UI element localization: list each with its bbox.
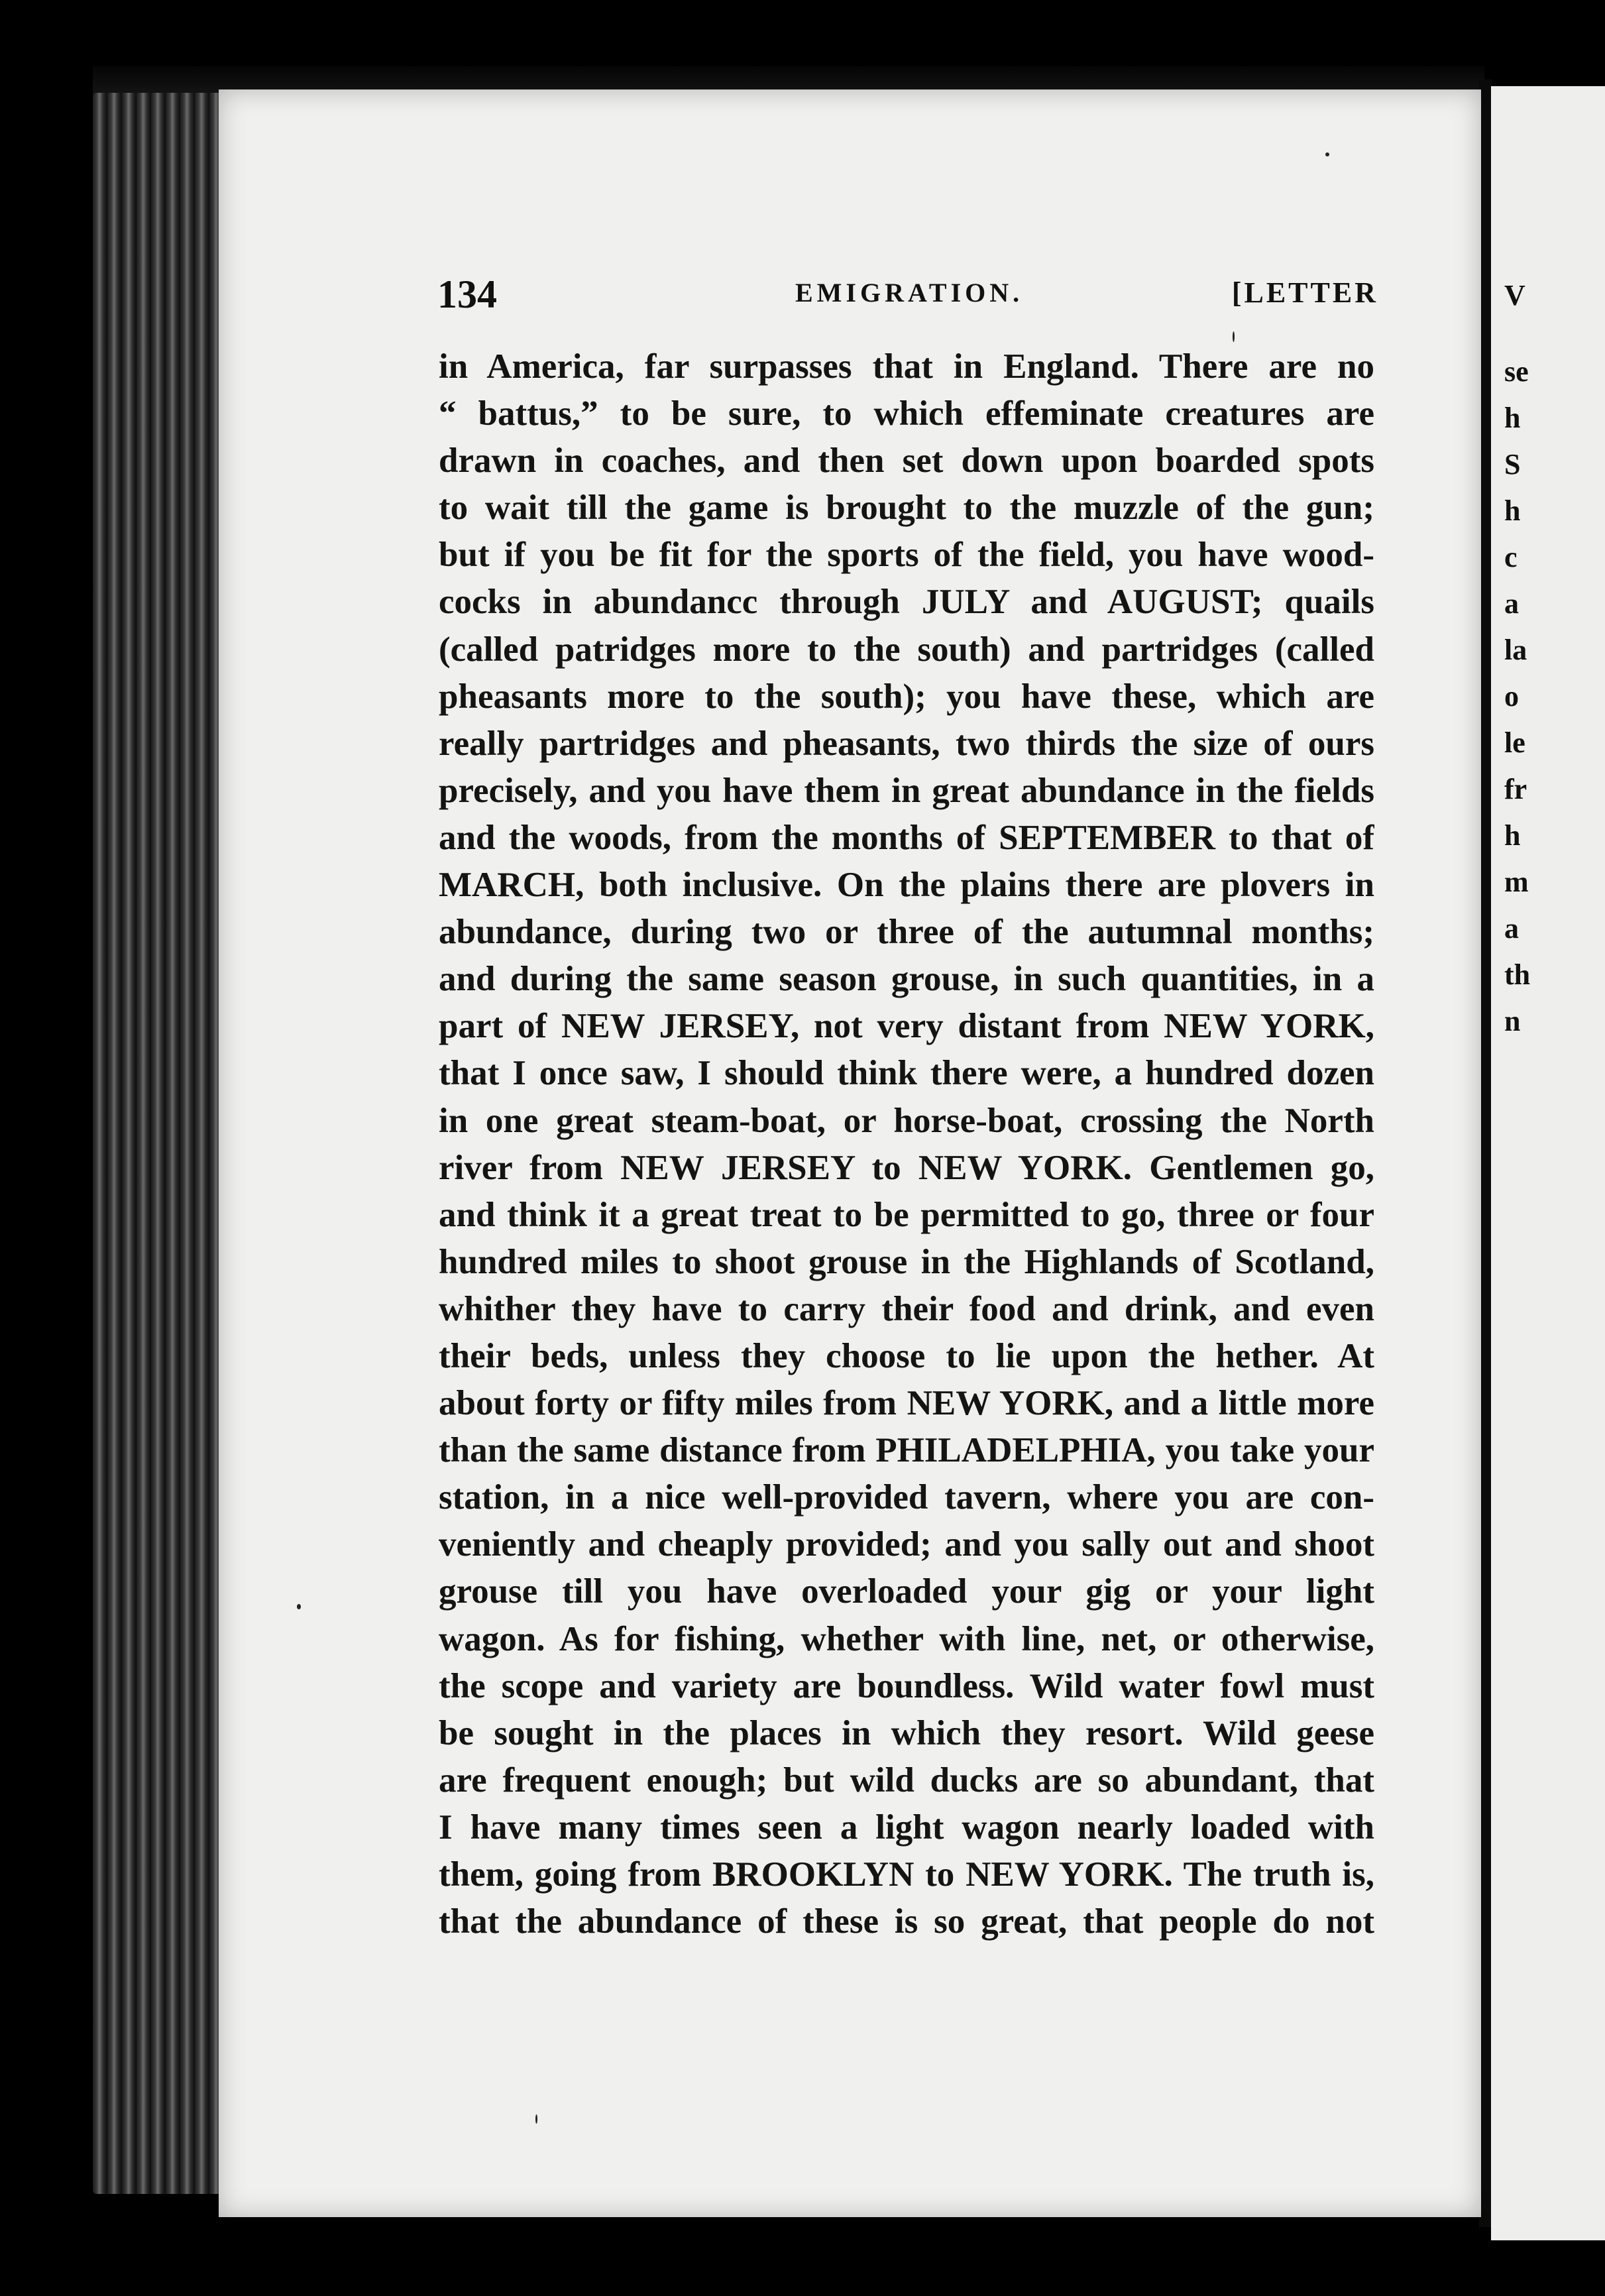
scan-speck bbox=[1325, 152, 1329, 156]
facing-page-text: V bbox=[1504, 279, 1525, 312]
facing-page-text: la bbox=[1504, 634, 1527, 666]
facing-page-text: c bbox=[1504, 541, 1518, 573]
text-line: that the abundance of these is so great, that people do not bbox=[439, 1902, 1374, 1941]
book-page-edges bbox=[93, 93, 239, 2194]
facing-page-text: m bbox=[1504, 866, 1529, 898]
running-head-letter: [LETTER bbox=[1231, 276, 1378, 309]
facing-page-text: fr bbox=[1504, 773, 1527, 805]
text-line: them, going from BROOKLYN to NEW YORK. The truth is, bbox=[439, 1855, 1374, 1894]
running-title: EMIGRATION. bbox=[795, 278, 1024, 308]
facing-page-text: S bbox=[1504, 448, 1521, 481]
text-line: but if you be fit for the sports of the field, you have wood- bbox=[439, 536, 1374, 575]
facing-page-text: a bbox=[1504, 587, 1519, 620]
text-line: than the same distance from PHILADELPHIA, you take your bbox=[439, 1431, 1374, 1470]
text-line: in one great steam-boat, or horse-boat, crossing the North bbox=[439, 1101, 1374, 1140]
text-line: wagon. As for fishing, whether with line, net, or otherwise, bbox=[439, 1619, 1374, 1658]
facing-page-text: a bbox=[1504, 912, 1519, 945]
facing-page-text: h bbox=[1504, 402, 1521, 434]
text-line: “ battus,” to be sure, to which effeminate creatures are bbox=[439, 394, 1374, 433]
facing-page-fragment bbox=[1491, 86, 1605, 2240]
text-line: that I once saw, I should think there were, a hundred dozen bbox=[439, 1054, 1374, 1093]
scan-speck bbox=[1233, 331, 1235, 342]
text-line: really partridges and pheasants, two thirds the size of ours bbox=[439, 724, 1374, 763]
text-line: to wait till the game is brought to the muzzle of the gun; bbox=[439, 488, 1374, 528]
text-line: and the woods, from the months of SEPTEMBER to that of bbox=[439, 818, 1374, 857]
facing-page-text: th bbox=[1504, 958, 1531, 991]
text-line: be sought in the places in which they resort. Wild geese bbox=[439, 1713, 1374, 1752]
page-number: 134 bbox=[437, 272, 497, 316]
text-line: hundred miles to shoot grouse in the Highlands of Scotland, bbox=[439, 1242, 1374, 1281]
text-line: grouse till you have overloaded your gig or your light bbox=[439, 1572, 1374, 1611]
facing-page-text: o bbox=[1504, 680, 1519, 713]
scan-speck bbox=[297, 1604, 301, 1609]
text-line: whither they have to carry their food and drink, and even bbox=[439, 1289, 1374, 1328]
text-line: veniently and cheaply provided; and you sally out and shoot bbox=[439, 1525, 1374, 1564]
facing-page-text: n bbox=[1504, 1005, 1521, 1037]
text-line: (called patridges more to the south) and partridges (called bbox=[439, 630, 1374, 669]
text-line: their beds, unless they choose to lie upon the hether. At bbox=[439, 1336, 1374, 1375]
text-line: I have many times seen a light wagon nearly loaded with bbox=[439, 1808, 1374, 1847]
text-line: MARCH, both inclusive. On the plains there are plovers in bbox=[439, 866, 1374, 905]
text-line: the scope and variety are boundless. Wild water fowl must bbox=[439, 1666, 1374, 1705]
text-line: station, in a nice well-provided tavern, where you are con- bbox=[439, 1478, 1374, 1517]
facing-page-text: h bbox=[1504, 494, 1521, 527]
scan-speck bbox=[535, 2114, 537, 2124]
text-line: and during the same season grouse, in such quantities, in a bbox=[439, 960, 1374, 999]
text-line: river from NEW JERSEY to NEW YORK. Gentlemen go, bbox=[439, 1148, 1374, 1187]
text-line: abundance, during two or three of the autumnal months; bbox=[439, 913, 1374, 952]
text-line: and think it a great treat to be permitted to go, three or four bbox=[439, 1195, 1374, 1234]
text-line: about forty or fifty miles from NEW YORK, and a little more bbox=[439, 1384, 1374, 1423]
facing-page-text: le bbox=[1504, 726, 1525, 759]
body-text bbox=[439, 343, 1374, 1945]
facing-page-text: se bbox=[1504, 355, 1529, 388]
text-line: cocks in abundancc through JULY and AUGUST; quails bbox=[439, 583, 1374, 622]
text-line: pheasants more to the south); you have these, which are bbox=[439, 677, 1374, 716]
text-line: drawn in coaches, and then set down upon boarded spots bbox=[439, 441, 1374, 481]
text-line: part of NEW JERSEY, not very distant from NEW YORK, bbox=[439, 1007, 1374, 1046]
text-line: are frequent enough; but wild ducks are so abundant, that bbox=[439, 1760, 1374, 1800]
facing-page-text: h bbox=[1504, 819, 1521, 852]
text-line: precisely, and you have them in great abundance in the fields bbox=[439, 771, 1374, 810]
page-gutter bbox=[1479, 80, 1492, 2227]
text-line: in America, far surpasses that in England. There are no bbox=[439, 347, 1374, 386]
running-head bbox=[437, 272, 1378, 318]
